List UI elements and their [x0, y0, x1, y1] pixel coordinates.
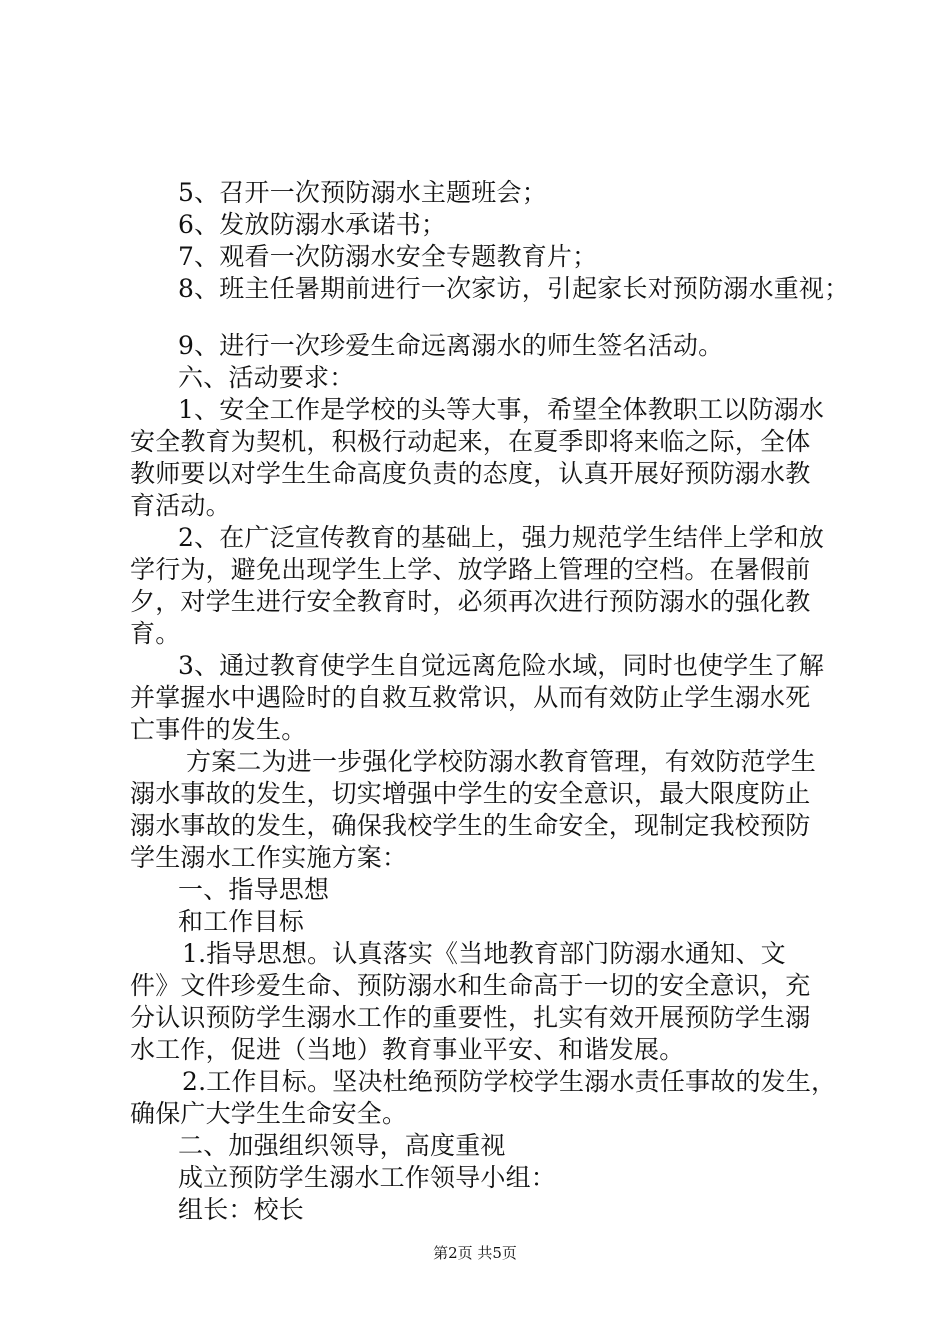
- text-line: 5、召开一次预防溺水主题班会；: [178, 178, 547, 207]
- text-line: 溺水事故的发生，切实增强中学生的安全意识，最大限度防止: [130, 779, 811, 808]
- section-heading: 一、指导思想: [178, 875, 330, 904]
- text-line: 溺水事故的发生，确保我校学生的生命安全，现制定我校预防: [130, 811, 811, 840]
- text-line: 学生溺水工作实施方案：: [130, 843, 408, 872]
- text-line: 育活动。: [130, 491, 231, 520]
- text-line: 方案二为进一步强化学校防溺水教育管理，有效防范学生: [186, 747, 817, 776]
- text-line: 教师要以对学生生命高度负责的态度，认真开展好预防溺水教: [130, 459, 811, 488]
- section-heading: 二、加强组织领导，高度重视: [178, 1131, 506, 1160]
- text-line: 8、班主任暑期前进行一次家访，引起家长对预防溺水重视；: [178, 274, 850, 303]
- text-line: 水工作，促进（当地）教育事业平安、和谐发展。: [130, 1035, 685, 1064]
- text-line: 9、进行一次珍爱生命远离溺水的师生签名活动。: [178, 331, 724, 360]
- text-line: 1、安全工作是学校的头等大事，希望全体教职工以防溺水: [178, 395, 825, 424]
- text-line: 并掌握水中遇险时的自救互救常识，从而有效防止学生溺水死: [130, 683, 811, 712]
- text-line: 6、发放防溺水承诺书；: [178, 210, 447, 239]
- text-line: 学行为，避免出现学生上学、放学路上管理的空档。在暑假前: [130, 555, 811, 584]
- text-line: 亡事件的发生。: [130, 715, 307, 744]
- section-heading: 和工作目标: [178, 907, 305, 936]
- text-line: 夕，对学生进行安全教育时，必须再次进行预防溺水的强化教: [130, 587, 811, 616]
- text-line: 安全教育为契机，积极行动起来，在夏季即将来临之际，全体: [130, 427, 811, 456]
- text-line: 育。: [130, 619, 181, 648]
- text-line: 1.指导思想。认真落实《当地教育部门防溺水通知、文: [182, 939, 786, 968]
- text-line: 分认识预防学生溺水工作的重要性，扎实有效开展预防学生溺: [130, 1003, 811, 1032]
- text-line: 件》文件珍爱生命、预防溺水和生命高于一切的安全意识，充: [130, 971, 811, 1000]
- page-number: 第2页 共5页: [433, 1244, 517, 1262]
- text-line: 确保广大学生生命安全。: [130, 1099, 408, 1128]
- text-line: 2、在广泛宣传教育的基础上，强力规范学生结伴上学和放: [178, 523, 825, 552]
- text-line: 3、通过教育使学生自觉远离危险水域，同时也使学生了解: [178, 651, 825, 680]
- text-line: 2.工作目标。坚决杜绝预防学校学生溺水责任事故的发生，: [182, 1067, 837, 1096]
- text-line: 7、观看一次防溺水安全专题教育片；: [178, 242, 598, 271]
- text-line: 组长：校长: [178, 1195, 305, 1224]
- section-heading: 六、活动要求：: [178, 363, 355, 392]
- text-line: 成立预防学生溺水工作领导小组：: [178, 1163, 557, 1192]
